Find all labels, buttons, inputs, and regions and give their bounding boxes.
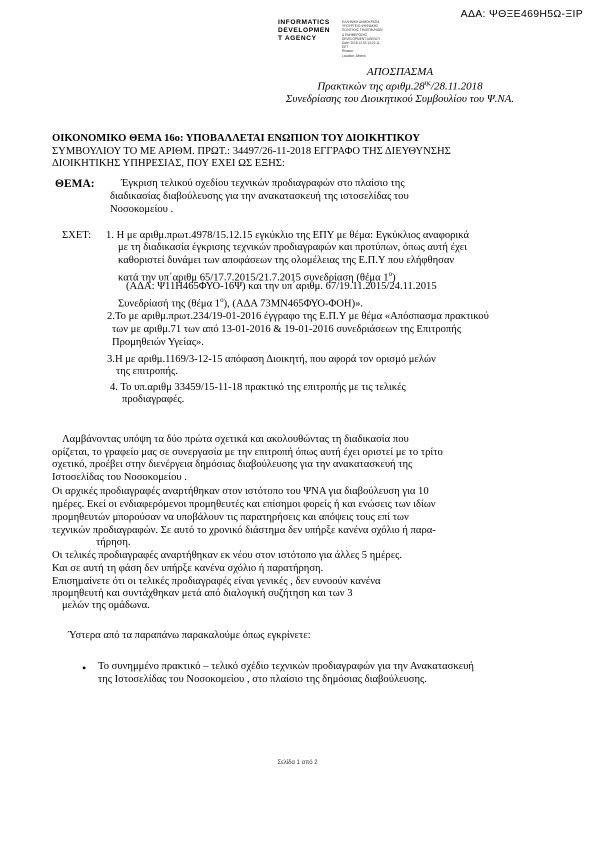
body-p2-line-10: μελών της ομάδωνα. xyxy=(62,600,150,611)
sxet-1-line-1: 1. Η με αριθμ.πρωτ.4978/15.12.15 εγκύκλιο της ΕΠΥ με θέμα: Εγκύκλιος αναφορικά xyxy=(106,230,470,241)
logo-line-3: T AGENCY xyxy=(278,35,317,42)
signature-detail: & ΕΝΗΜΕΡΩΣΗΣ xyxy=(342,32,368,37)
subject-title-line-2: ΣΥΜΒΟΥΛΙΟΥ ΤΟ ΜΕ ΑΡΙΘΜ. ΠΡΩΤ.: 34497/26-11-2018 ΕΓΓΡΑΦΟ ΤΗΣ ΔΙΕΥΘΥΝΣΗΣ xyxy=(52,146,451,157)
sxet-2-line-3: Προμηθειών Υγείας». xyxy=(112,337,204,348)
sxet-1-line-3: καθοριστεί δυνάμει των αποφάσεων της ολομέλειας της Ε.Π.Υ που ελήφθησαν xyxy=(118,255,455,266)
sxet-1-line-2: με τη διαδικασία έγκρισης τεχνικών προδιαγραφών και προτύπων, όπως αυτή έχει xyxy=(118,242,468,253)
sxet-1-line-5: (ΑΔΑ: Ψ11Η465ΦΥΟ-16Ψ) και την υπ΄αριθμ. 67/19.11.2015/24.11.2015 xyxy=(126,281,437,292)
signature-detail: DEVELOPMENT AGENCY xyxy=(342,36,381,41)
logo-line-1: INFORMATICS xyxy=(278,19,330,26)
thema-line-1: Έγκριση τελικού σχεδίου τεχνικών προδιαγραφών στο πλαίσιο της xyxy=(121,178,405,189)
bullet-line-2: της Ιστοσελίδας του Νοσοκομείου , στο πλαίσιο της δημόσιας διαβούλευσης. xyxy=(98,674,427,685)
subject-title-text: ΟΙΚΟΝΟΜΙΚΟ ΘΕΜΑ 16ο: ΥΠΟΒΑΛΛΕΤΑΙ ΕΝΩΠΙΟΝ ΤΟΥ ΔΙΟΙΚΗΤΙΚΟΥ xyxy=(52,133,420,144)
body-p2-line-4: τεχνικών προδιαγραφών. Σε αυτό το χρονικό διάστημα δεν υπήρξε κανένα σχόλιο ή παρα- xyxy=(52,525,436,536)
thema-line-3: Νοσοκομείου . xyxy=(110,204,174,215)
sxet-1-text: κατά την υπ΄αριθμ 65/17.7.2015/21.7.2015 συνεδρίαση (θέμα 1 xyxy=(118,272,389,284)
sxet-3-line-1: 3.Η με αριθμ.1169/3-12-15 απόφαση Διοικητή, που αφορά τον ορισμό μελών xyxy=(107,354,436,365)
signature-logo xyxy=(278,19,330,43)
body-p2-line-6: Οι τελικές προδιαγραφές αναρτήθηκαν εκ νέου στον ιστότοπο για άλλες 5 ημέρες. xyxy=(52,550,402,561)
sup-o: ο xyxy=(388,270,393,278)
page-footer: Σελίδα 1 από 2 xyxy=(277,760,318,766)
minutes-sup: ης xyxy=(424,79,431,87)
signature-detail: ΥΠΟΥΡΓΕΙΟ ΨΗΦΙΑΚΗΣ xyxy=(342,24,379,29)
minutes-date: /28.11.2018 xyxy=(430,80,483,93)
body-p2-line-7: Και σε αυτή τη φάση δεν υπήρξε κανένα σχόλιο ή παρατήρηση. xyxy=(52,563,324,574)
session-line: Συνεδρίασης του Διοικητικού Συμβουλίου του Ψ.ΝΑ. xyxy=(285,93,515,105)
body-p2-line-1: Οι αρχικές προδιαγραφές αναρτήθηκαν στον ιστότοπο του ΨΝΑ για διαβούλευση για 10 xyxy=(52,486,429,497)
signature-details xyxy=(342,20,382,58)
sxet-3-line-2: της επιτροπής. xyxy=(116,366,178,377)
sxet-2-line-2: των με αριθμ.71 των από 13-01-2016 & 19-01-2016 συνεδριάσεων της Επιτροπής xyxy=(112,324,462,335)
bullet-line-1: Το συνημμένο πρακτικό – τελικό σχέδιο τεχνικών προδιαγραφών για την Ανακατασκευή xyxy=(98,661,474,672)
body-p1-line-2: ορίζεται, το γραφείο μας σε συνεργασία με την επιτροπή όπως αυτή έχει οριστεί με το τρίτο xyxy=(52,447,443,458)
body-p2-line-2: ημέρες. Εκεί οι ενδιαφερόμενοι προμηθευτές και επίσημοι φορείς ή και ενώσεις των ιδίων xyxy=(52,499,436,510)
body-p1-line-4: Ιστοσελίδας του Νοσοκομείου . xyxy=(52,472,187,483)
sxet-1-text: Συνεδρίασή της (θέμα 1 xyxy=(118,298,221,310)
body-p2-line-3: προμηθευτών μπορούσαν να υποβάλουν τις παρατηρήσεις και απόψεις τους επί των xyxy=(52,512,409,523)
thema-line-2: διαδικασίας διαβούλευσης για την ανακατασκευή της ιστοσελίδας του xyxy=(110,191,409,202)
body-p2-line-9: προμηθευτή και συντάχθηκαν μετά από διαλογική συζήτηση και των 3 xyxy=(52,588,353,599)
sup-o: ο xyxy=(220,296,224,304)
signature-detail: EET xyxy=(342,45,349,50)
sxet-4-line-1: 4. Το υπ.αριθμ 33459/15-11-18 πρακτικό της επιτροπής με τις τελικές xyxy=(110,382,406,393)
body-p2-line-8: Επισημαίνετε ότι οι τελικές προδιαγραφές είναι γενικές , δεν ευνοούν κανένα xyxy=(52,576,381,587)
minutes-line xyxy=(250,79,550,93)
bullet-icon: • xyxy=(82,661,87,675)
subject-title-line-1 xyxy=(52,133,420,145)
signature-detail: Date: 2018.12.03 13:21:11 xyxy=(342,41,380,46)
close-paren: ) xyxy=(392,272,396,284)
sxet-2-line-1: 2.Το με αριθμ.πρωτ.234/19-01-2016 έγγραφο της Ε.Π.Υ με θέμα «Απόσπασμα πρακτικού xyxy=(107,311,489,322)
body-p3: Ύστερα από τα παραπάνω παρακαλούμε όπως εγκρίνετε: xyxy=(68,630,311,641)
thema-label: ΘΕΜΑ: xyxy=(55,178,95,190)
document-title: ΑΠΟΣΠΑΣΜΑ xyxy=(366,66,434,78)
body-p1-line-1: Λαμβάνοντας υπόψη τα δύο πρώτα σχετικά και ακολουθώντας τη διαδικασία που xyxy=(62,434,409,445)
sxet-1-line-6 xyxy=(118,294,363,311)
ada-code: ΑΔΑ: ΨΘΞΕ469Η5Ω-ΞΙΡ xyxy=(460,8,583,20)
signature-detail: ΠΟΛΙΤΙΚΗΣ ΤΗΛΕΠΙΚ/ΝΙΩΝ xyxy=(342,28,383,33)
sxet-1-text: ), (ΑΔΑ 73ΜΝ465ΦΥΟ-ΦΟΗ)». xyxy=(223,298,364,310)
subject-title-line-3: ΔΙΟΙΚΗΤΙΚΗΣ ΥΠΗΡΕΣΙΑΣ, ΠΟΥ ΕΧΕΙ ΩΣ ΕΞΗΣ: xyxy=(52,158,285,169)
minutes-number: Πρακτικών της αριθμ.28 xyxy=(317,80,425,93)
signature-detail: Reason: xyxy=(342,49,354,54)
signature-detail: ΕΛΛΗΝΙΚΗ ΔΗΜΟΚΡΑΤΙΑ xyxy=(342,20,380,24)
sxet-4-line-2: προδιαγραφές. xyxy=(122,394,185,405)
sxet-label: ΣΧΕΤ: xyxy=(62,230,92,241)
body-p2-line-5: τήρηση. xyxy=(96,537,131,548)
logo-line-2: DEVELOPMEN xyxy=(278,27,331,34)
signature-detail: Location: Athens xyxy=(342,53,366,58)
body-p1-line-3: σχετικό, προέβει στην διενέργεια δημόσιας διαβούλευσης για την ανακατασκευή της xyxy=(52,459,413,470)
